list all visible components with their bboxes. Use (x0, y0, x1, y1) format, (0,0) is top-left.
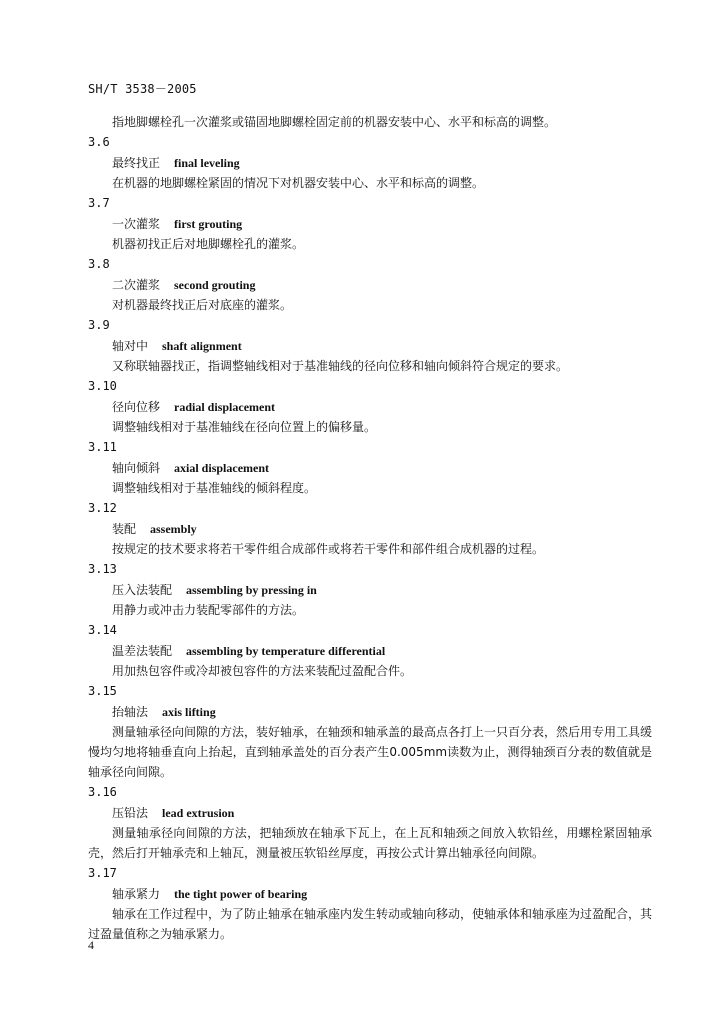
entry-3-9 (88, 315, 652, 376)
entry-definition: 调整轴线相对于基准轴线在径向位置上的偏移量。 (112, 420, 377, 434)
entry-definition: 机器初找正后对地脚螺栓孔的灌浆。 (112, 237, 305, 251)
entry-3-7 (88, 193, 652, 254)
entry-number: 3.12 (88, 501, 117, 515)
entry-number: 3.15 (88, 684, 117, 698)
entry-definition: 测量轴承径向间隙的方法，装好轴承，在轴颈和轴承盖的最高点各打上一只百分表，然后用专用工具缓慢均匀地将轴垂直向上抬起，直到轴承盖处的百分表产生0.005mm读数为止，测得轴颈百分表的数值就是轴承径向间隙。 (88, 725, 653, 779)
term-chinese: 最终找正 (112, 156, 161, 170)
entry-definition: 用加热包容件或冷却被包容件的方法来装配过盈配合件。 (112, 664, 413, 678)
entry-number: 3.10 (88, 379, 117, 393)
entry-number: 3.14 (88, 623, 117, 637)
term-english: axis lifting (162, 705, 216, 719)
term-chinese: 轴承紧力 (112, 887, 161, 901)
entry-number: 3.11 (88, 440, 117, 454)
term-chinese: 抬轴法 (112, 705, 149, 719)
term-english: assembly (150, 522, 197, 536)
entry-number: 3.8 (88, 257, 110, 271)
entry-definition: 测量轴承径向间隙的方法，把轴颈放在轴承下瓦上，在上瓦和轴颈之间放入软铅丝，用螺栓紧固轴承壳，然后打开轴承壳和上轴瓦，测量被压软铅丝厚度，再按公式计算出轴承径向间隙。 (88, 826, 652, 860)
term-english: final leveling (174, 156, 240, 170)
term-english: axial displacement (174, 461, 270, 475)
entry-term (88, 579, 652, 600)
entry-term (88, 274, 652, 295)
entry-term (88, 802, 652, 823)
entry-number: 3.16 (88, 785, 117, 799)
entry-term (88, 883, 652, 904)
entry-3-17 (88, 863, 652, 944)
entry-3-10 (88, 376, 652, 437)
entry-term (88, 457, 652, 478)
term-english: second grouting (174, 278, 256, 292)
entry-term (88, 213, 652, 234)
page-number: 4 (88, 938, 94, 952)
entry-term (88, 640, 652, 661)
entry-term (88, 701, 652, 722)
term-english: lead extrusion (162, 806, 235, 820)
entry-definition: 用静力或冲击力装配零部件的方法。 (112, 603, 305, 617)
term-english: the tight power of bearing (174, 887, 308, 901)
intro-paragraph: 指地脚螺栓孔一次灌浆或锚固地脚螺栓固定前的机器安装中心、水平和标高的调整。 (112, 115, 557, 129)
term-english: first grouting (174, 217, 243, 231)
entry-number: 3.7 (88, 196, 110, 210)
term-chinese: 温差法装配 (112, 644, 173, 658)
document-body (88, 112, 652, 944)
entry-3-16 (88, 782, 652, 863)
entry-3-6 (88, 132, 652, 193)
entry-term (88, 518, 652, 539)
entry-term (88, 396, 652, 417)
standard-header: SH/T 3538－2005 (88, 82, 197, 96)
term-chinese: 装配 (112, 522, 137, 536)
term-english: radial displacement (174, 400, 276, 414)
term-english: assembling by pressing in (186, 583, 317, 597)
term-chinese: 轴向倾斜 (112, 461, 161, 475)
entry-number: 3.6 (88, 135, 110, 149)
entry-3-11 (88, 437, 652, 498)
term-chinese: 压入法装配 (112, 583, 173, 597)
entry-definition: 按规定的技术要求将若干零件组合成部件或将若干零件和部件组合成机器的过程。 (112, 542, 545, 556)
entry-3-12 (88, 498, 652, 559)
term-chinese: 径向位移 (112, 400, 161, 414)
entry-term (88, 152, 652, 173)
term-chinese: 二次灌浆 (112, 278, 161, 292)
entry-3-15 (88, 681, 652, 782)
term-chinese: 压铅法 (112, 806, 149, 820)
entry-definition: 对机器最终找正后对底座的灌浆。 (112, 298, 293, 312)
entry-number: 3.17 (88, 866, 117, 880)
term-english: assembling by temperature differential (186, 644, 386, 658)
entry-number: 3.13 (88, 562, 117, 576)
entry-3-14 (88, 620, 652, 681)
entry-3-13 (88, 559, 652, 620)
entry-number: 3.9 (88, 318, 110, 332)
entry-definition: 轴承在工作过程中，为了防止轴承在轴承座内发生转动或轴向移动，使轴承体和轴承座为过盈配合，其过盈量值称之为轴承紧力。 (88, 907, 653, 941)
entry-3-8 (88, 254, 652, 315)
entry-term (88, 335, 652, 356)
term-chinese: 轴对中 (112, 339, 149, 353)
term-english: shaft alignment (162, 339, 242, 353)
term-chinese: 一次灌浆 (112, 217, 161, 231)
entry-definition: 又称联轴器找正，指调整轴线相对于基准轴线的径向位移和轴向倾斜符合规定的要求。 (112, 359, 569, 373)
entry-definition: 调整轴线相对于基准轴线的倾斜程度。 (112, 481, 317, 495)
entry-definition: 在机器的地脚螺栓紧固的情况下对机器安装中心、水平和标高的调整。 (112, 176, 485, 190)
